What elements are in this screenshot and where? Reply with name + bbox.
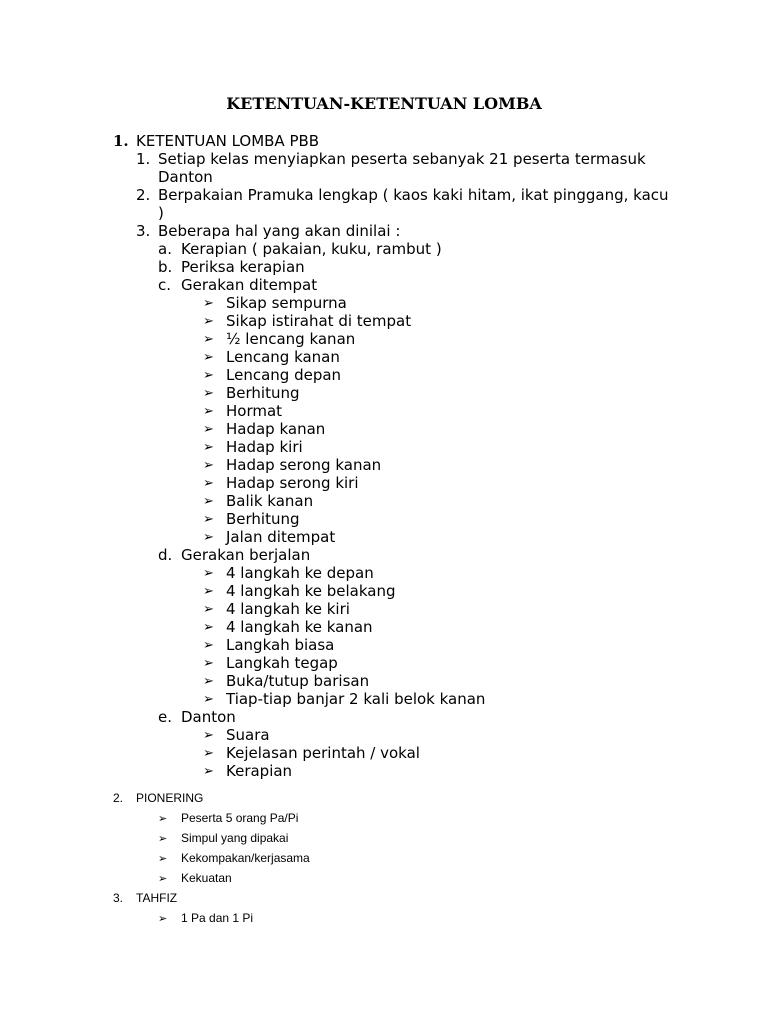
bullet-item-text: Buka/tutup barisan [226, 672, 370, 690]
bullet-item-text: 1 Pa dan 1 Pi [181, 911, 254, 925]
bullet-item-text: Berhitung [226, 510, 300, 528]
bullet-item-text: Langkah tegap [226, 654, 338, 672]
sub-item-text: Periksa kerapian [181, 258, 305, 276]
arrow-bullet-icon: ➢ [203, 368, 214, 383]
section-number: 2. [113, 791, 124, 805]
bullet-item-text: Berhitung [226, 384, 300, 402]
arrow-bullet-icon: ➢ [203, 422, 214, 437]
arrow-bullet-icon: ➢ [203, 404, 214, 419]
arrow-bullet-icon: ➢ [203, 638, 214, 653]
bullet-item-text: Peserta 5 orang Pa/Pi [181, 811, 299, 825]
arrow-bullet-icon: ➢ [158, 873, 168, 885]
bullet-item-text: Hadap serong kiri [226, 474, 359, 492]
arrow-bullet-icon: ➢ [203, 476, 214, 491]
arrow-bullet-icon: ➢ [203, 584, 214, 599]
bullet-item-text: Lencang kanan [226, 348, 340, 366]
arrow-bullet-icon: ➢ [158, 853, 168, 865]
arrow-bullet-icon: ➢ [203, 602, 214, 617]
bullet-item-text: Suara [226, 726, 270, 744]
arrow-bullet-icon: ➢ [203, 494, 214, 509]
sub-letter: e. [158, 708, 172, 726]
bullet-item-text: Lencang depan [226, 366, 342, 384]
section-number: 3. [113, 891, 124, 905]
bullet-item-text: Jalan ditempat [226, 528, 336, 546]
arrow-bullet-icon: ➢ [203, 692, 214, 707]
arrow-bullet-icon: ➢ [203, 296, 214, 311]
bullet-item-text: Simpul yang dipakai [181, 831, 289, 845]
bullet-item-text: Kekompakan/kerjasama [181, 851, 310, 865]
bullet-item-text: Langkah biasa [226, 636, 335, 654]
arrow-bullet-icon: ➢ [203, 620, 214, 635]
item-text: Setiap kelas menyiapkan peserta sebanyak 21 peserta termasuk [158, 150, 646, 168]
arrow-bullet-icon: ➢ [158, 833, 168, 845]
bullet-item-text: ½ lencang kanan [226, 330, 356, 348]
item-number: 1. [136, 150, 151, 168]
bullet-item-text: Sikap sempurna [226, 294, 347, 312]
arrow-bullet-icon: ➢ [203, 728, 214, 743]
section-number: 1. [113, 132, 129, 150]
arrow-bullet-icon: ➢ [203, 314, 214, 329]
item-number: 3. [136, 222, 151, 240]
sub-letter: a. [158, 240, 172, 258]
arrow-bullet-icon: ➢ [203, 350, 214, 365]
arrow-bullet-icon: ➢ [203, 458, 214, 473]
bullet-item-text: 4 langkah ke depan [226, 564, 374, 582]
bullet-item-text: 4 langkah ke belakang [226, 582, 396, 600]
sub-letter: d. [158, 546, 173, 564]
bullet-item-text: Hadap serong kanan [226, 456, 382, 474]
sub-item-text: Gerakan ditempat [181, 276, 318, 294]
bullet-item-text: Kerapian [226, 762, 293, 780]
bullet-item-text: Hadap kanan [226, 420, 326, 438]
bullet-item-text: Hormat [226, 402, 283, 420]
bullet-item-text: Sikap istirahat di tempat [226, 312, 412, 330]
item-text: Berpakaian Pramuka lengkap ( kaos kaki hitam, ikat pinggang, kacu [158, 186, 669, 204]
arrow-bullet-icon: ➢ [203, 764, 214, 779]
arrow-bullet-icon: ➢ [158, 913, 168, 925]
bullet-item-text: Kejelasan perintah / vokal [226, 744, 420, 762]
arrow-bullet-icon: ➢ [158, 813, 168, 825]
bullet-item-text: 4 langkah ke kiri [226, 600, 350, 618]
sub-letter: c. [158, 276, 172, 294]
arrow-bullet-icon: ➢ [203, 656, 214, 671]
sub-item-text: Gerakan berjalan [181, 546, 311, 564]
arrow-bullet-icon: ➢ [203, 674, 214, 689]
bullet-item-text: 4 langkah ke kanan [226, 618, 373, 636]
section-heading: KETENTUAN LOMBA PBB [136, 132, 320, 150]
arrow-bullet-icon: ➢ [203, 386, 214, 401]
sub-letter: b. [158, 258, 173, 276]
arrow-bullet-icon: ➢ [203, 440, 214, 455]
arrow-bullet-icon: ➢ [203, 332, 214, 347]
item-number: 2. [136, 186, 151, 204]
item-text-continuation: ) [158, 204, 164, 222]
item-text-continuation: Danton [158, 168, 213, 186]
section-heading: PIONERING [136, 791, 204, 805]
bullet-item-text: Balik kanan [226, 492, 314, 510]
sub-item-text: Danton [181, 708, 236, 726]
arrow-bullet-icon: ➢ [203, 512, 214, 527]
arrow-bullet-icon: ➢ [203, 746, 214, 761]
sub-item-text: Kerapian ( pakaian, kuku, rambut ) [181, 240, 442, 258]
arrow-bullet-icon: ➢ [203, 566, 214, 581]
document-title: KETENTUAN-KETENTUAN LOMBA [226, 94, 542, 113]
section-heading: TAHFIZ [136, 891, 178, 905]
bullet-item-text: Tiap-tiap banjar 2 kali belok kanan [226, 690, 486, 708]
arrow-bullet-icon: ➢ [203, 530, 214, 545]
bullet-item-text: Hadap kiri [226, 438, 303, 456]
bullet-item-text: Kekuatan [181, 871, 232, 885]
item-text: Beberapa hal yang akan dinilai : [158, 222, 401, 240]
